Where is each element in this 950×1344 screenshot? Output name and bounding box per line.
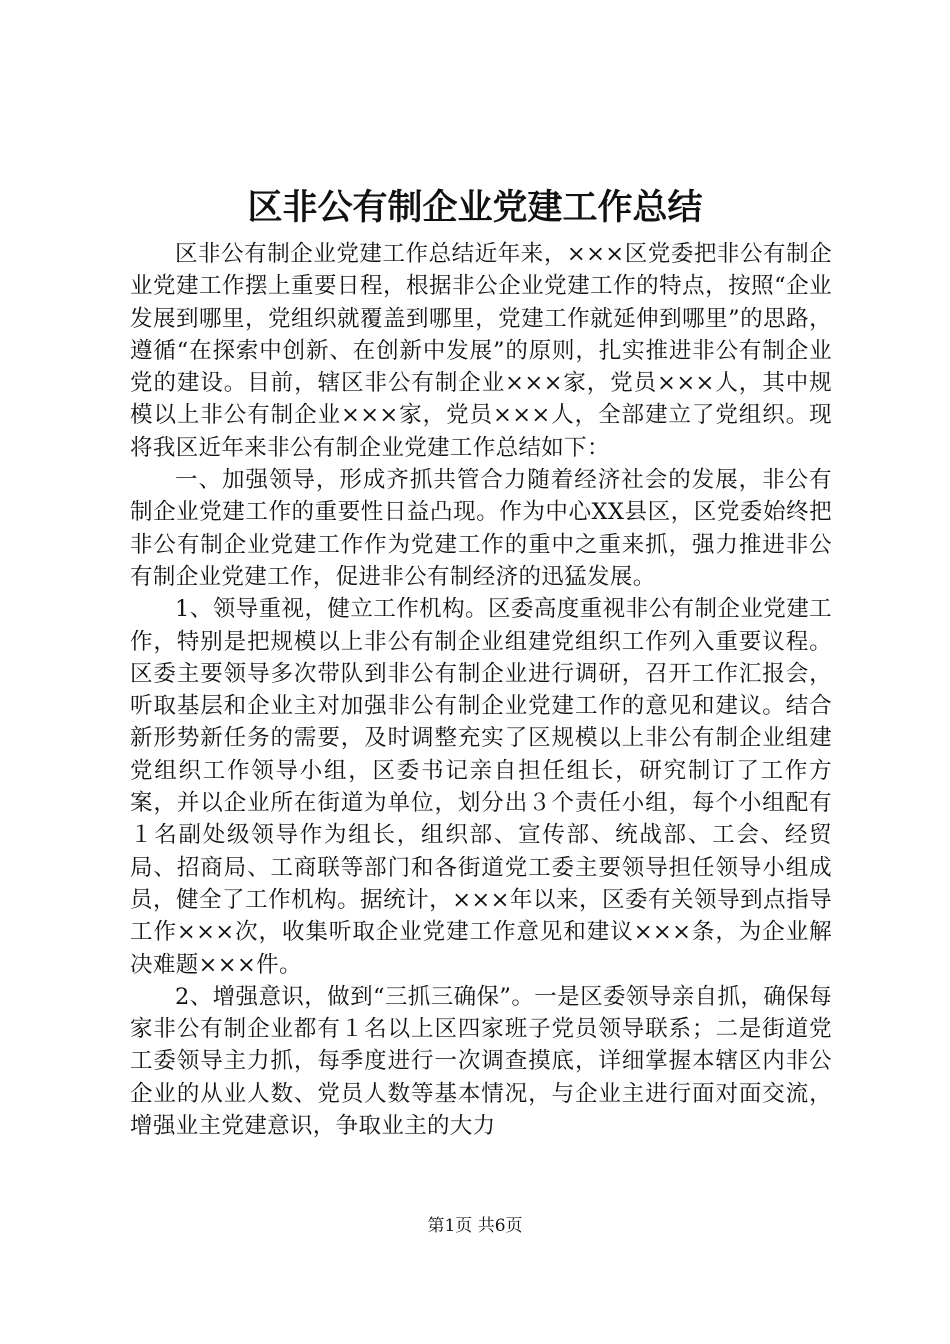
paragraph-item-1: 1、领导重视，健立工作机构。区委高度重视非公有制企业党建工作，特别是把规模以上非公有制企业组建党组织工作列入重要议程。区委主要领导多次带队到非公有制企业进行调研，召开工作汇报会，听取基层和企业主对加强非公有制企业党建工作的意见和建议。结合新形势新任务的需要，及时调整充实了区规模以上非公有制企业组建党组织工作领导小组，区委书记亲自担任组长，研究制订了工作方案，并以企业所在街道为单位，划分出３个责任小组，每个小组配有１名副处级领导作为组长，组织部、宣传部、统战部、工会、经贸局、招商局、工商联等部门和各街道党工委主要领导担任领导小组成员，健全了工作机构。据统计，×××年以来，区委有关领导到点指导工作×××次，收集听取企业党建工作意见和建议×××条，为企业解决难题×××件。 xyxy=(130,596,832,978)
document-body xyxy=(130,238,832,1142)
paragraph-item-2: 2、增强意识，做到“三抓三确保”。一是区委领导亲自抓，确保每家非公有制企业都有１名以上区四家班子党员领导联系；二是街道党工委领导主力抓，每季度进行一次调查摸底，详细掌握本辖区内非公企业的从业人数、党员人数等基本情况，与企业主进行面对面交流，增强业主党建意识，争取业主的大力 xyxy=(130,983,832,1140)
document-title: 区非公有制企业党建工作总结 xyxy=(247,187,703,228)
paragraph-intro: 区非公有制企业党建工作总结近年来，×××区党委把非公有制企业党建工作摆上重要日程，根据非公企业党建工作的特点，按照“企业发展到哪里，党组织就覆盖到哪里，党建工作就延伸到哪里”的思路，遵循“在探索中创新、在创新中发展”的原则，扎实推进非公有制企业党的建设。目前，辖区非公有制企业×××家，党员×××人，其中规模以上非公有制企业×××家，党员×××人，全部建立了党组织。现将我区近年来非公有制企业党建工作总结如下： xyxy=(130,241,832,461)
paragraph-section-1: 一、加强领导，形成齐抓共管合力随着经济社会的发展，非公有制企业党建工作的重要性日益凸现。作为中心XX县区，区党委始终把非公有制企业党建工作作为党建工作的重中之重来抓，强力推进非公有制企业党建工作，促进非公有制经济的迅猛发展。 xyxy=(130,467,832,590)
page-number-footer: 第1页 共6页 xyxy=(427,1216,523,1236)
